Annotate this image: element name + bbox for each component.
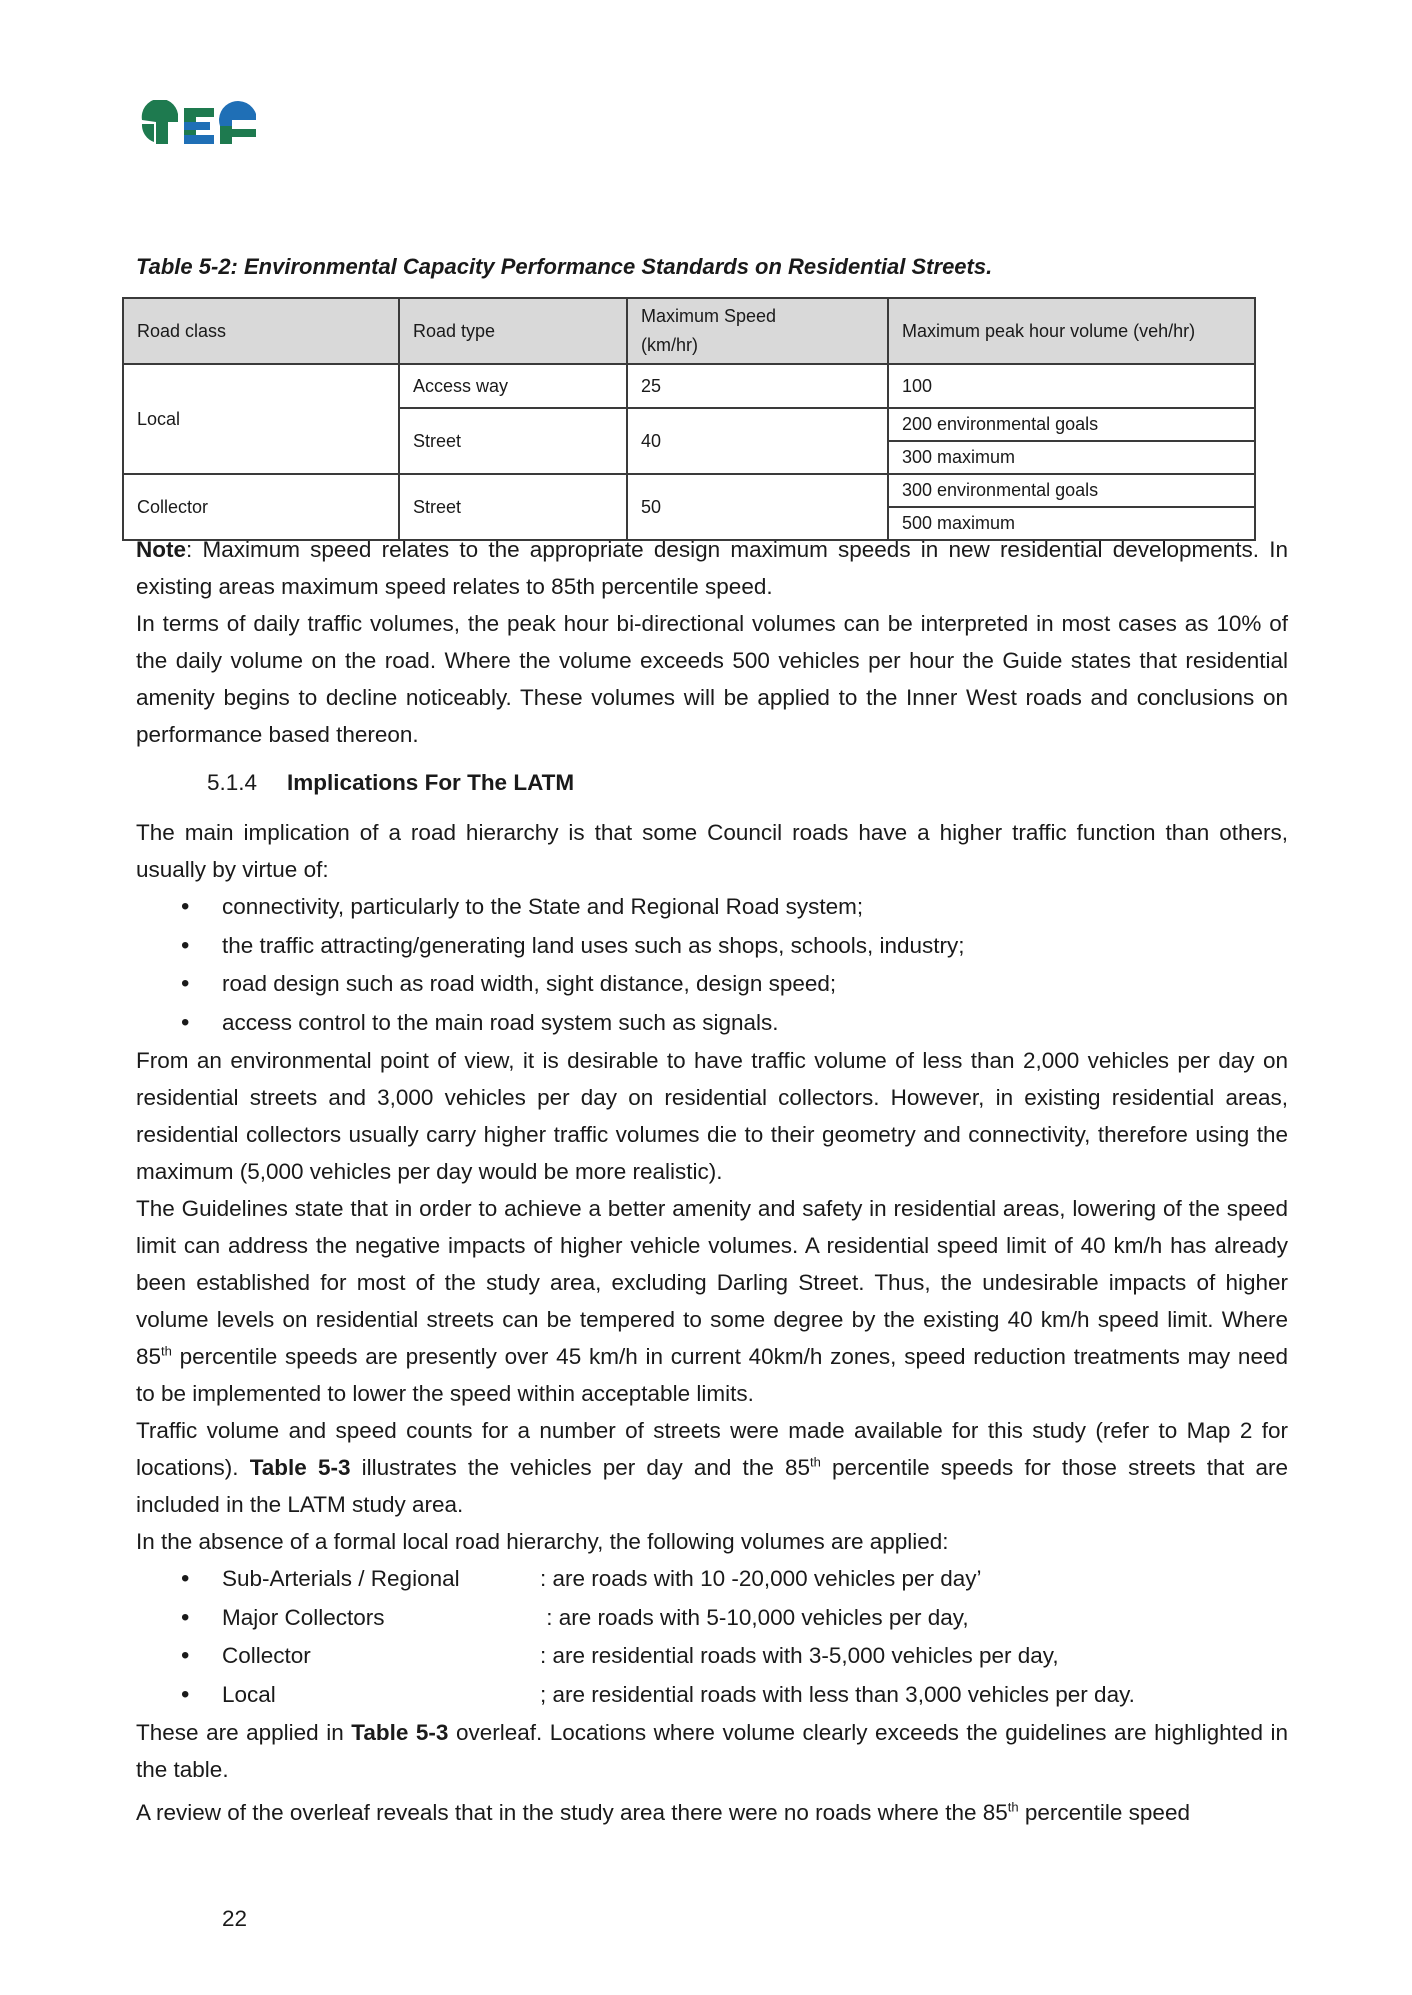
header-peak-volume: Maximum peak hour volume (veh/hr) [888,298,1255,364]
list-item: • Local ; are residential roads with less than 3,000 vehicles per day. [136,1676,1288,1715]
list-item: • road design such as road width, sight distance, design speed; [136,965,1288,1004]
section-body [136,814,1288,1831]
body-paragraph: In the absence of a formal local road hierarchy, the following volumes are applied: [136,1529,949,1554]
performance-standards-table [122,297,1256,541]
cell-volume: 200 environmental goals [888,408,1255,441]
table-header-row [123,298,1255,364]
body-paragraph: In terms of daily traffic volumes, the peak hour bi-directional volumes can be interpreted in most cases as 10% of the daily volume on the road. Where the volume exceeds 500 vehicles per hour the Guide states that residential amenity begins to decline noticeably. These volumes will be applied to the Inner West roads and conclusions on performance based thereon. [136,611,1288,747]
company-logo [136,100,260,146]
header-road-class: Road class [123,298,399,364]
list-item: • access control to the main road system such as signals. [136,1004,1288,1043]
cell-road-class-collector: Collector [123,474,399,540]
list-item: • connectivity, particularly to the State and Regional Road system; [136,888,1288,927]
cell-road-type: Street [399,408,627,474]
body-paragraph: A review of the overleaf reveals that in the study area there were no roads where the 85th percentile speed [136,1799,1190,1825]
cell-speed: 25 [627,364,888,408]
table-row [123,474,1255,507]
cell-volume: 300 maximum [888,441,1255,474]
list-item: • the traffic attracting/generating land uses such as shops, schools, industry; [136,927,1288,966]
section-number: 5.1.4 [207,770,258,795]
body-paragraph: These are applied in Table 5-3 overleaf. Locations where volume clearly exceeds the guidelines are highlighted in the table. [136,1720,1288,1782]
header-road-type: Road type [399,298,627,364]
cell-road-type: Access way [399,364,627,408]
list-item: • Sub-Arterials / Regional : are roads with 10 -20,000 vehicles per day’ [136,1560,1288,1599]
body-paragraph: From an environmental point of view, it is desirable to have traffic volume of less than 2,000 vehicles per day on residential streets and 3,000 vehicles per day on residential collectors. However, in existing residential areas, residential collectors usually carry higher traffic volumes die to their geometry and connectivity, therefore using the maximum (5,000 vehicles per day would be more realistic). [136,1048,1288,1184]
cell-volume: 300 environmental goals [888,474,1255,507]
header-max-speed: Maximum Speed (km/hr) [627,298,888,364]
cell-road-type: Street [399,474,627,540]
implication-list [136,888,1288,1042]
section-title: Implications For The LATM [287,770,575,795]
cell-road-class-local: Local [123,364,399,474]
cell-speed: 50 [627,474,888,540]
cell-speed: 40 [627,408,888,474]
page-number: 22 [222,1906,248,1931]
table-caption: Table 5-2: Environmental Capacity Performance Standards on Residential Streets. [136,254,993,279]
section-heading [207,770,574,796]
list-item: • Collector : are residential roads with 3-5,000 vehicles per day, [136,1637,1288,1676]
note-section [136,531,1288,753]
list-item: • Major Collectors : are roads with 5-10,000 vehicles per day, [136,1599,1288,1638]
cell-volume: 500 maximum [888,507,1255,540]
table-row [123,364,1255,408]
volume-list [136,1560,1288,1714]
body-paragraph: Traffic volume and speed counts for a number of streets were made available for this study (refer to Map 2 for locations). Table 5-3 illustrates the vehicles per day and the 85th percentile speeds for those streets that are included in the LATM study area. [136,1418,1288,1517]
body-paragraph: The main implication of a road hierarchy is that some Council roads have a higher traffic function than others, usually by virtue of: [136,820,1288,882]
cell-volume: 100 [888,364,1255,408]
note-paragraph: Note: Maximum speed relates to the appropriate design maximum speeds in new residential developments. In existing areas maximum speed relates to 85th percentile speed. [136,537,1288,599]
body-paragraph: The Guidelines state that in order to achieve a better amenity and safety in residential areas, lowering of the speed limit can address the negative impacts of higher vehicle volumes. A residential speed limit of 40 km/h has already been established for most of the study area, excluding Darling Street. Thus, the undesirable impacts of higher volume levels on residential streets can be tempered to some degree by the existing 40 km/h speed limit. Where 85th percentile speeds are presently over 45 km/h in current 40km/h zones, speed reduction treatments may need to be implemented to lower the speed within acceptable limits. [136,1196,1288,1406]
